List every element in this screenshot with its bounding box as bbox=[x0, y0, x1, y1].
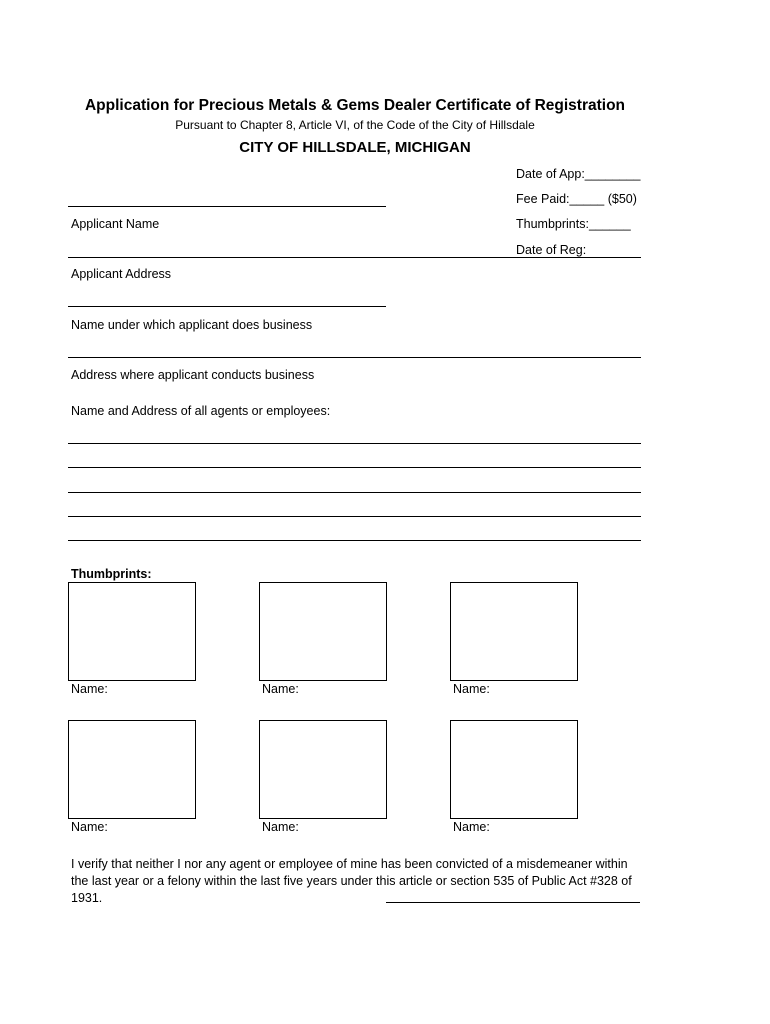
thumbprint-name-label-1: Name: bbox=[71, 682, 108, 696]
thumbprint-box-5[interactable] bbox=[259, 720, 387, 819]
thumbprint-box-3[interactable] bbox=[450, 582, 578, 681]
business-name-line[interactable] bbox=[68, 306, 386, 307]
business-address-label: Address where applicant conducts business bbox=[71, 368, 315, 382]
thumbprint-box-4[interactable] bbox=[68, 720, 196, 819]
applicant-address-line[interactable] bbox=[68, 257, 641, 258]
agents-line-4[interactable] bbox=[68, 516, 641, 517]
thumbprints-count-field[interactable]: Thumbprints:______ bbox=[516, 217, 631, 231]
agents-label: Name and Address of all agents or employees: bbox=[71, 404, 331, 418]
agents-line-2[interactable] bbox=[68, 467, 641, 468]
thumbprint-box-2[interactable] bbox=[259, 582, 387, 681]
signature-line[interactable] bbox=[386, 902, 640, 903]
applicant-name-line[interactable] bbox=[68, 206, 386, 207]
date-of-reg-field[interactable]: Date of Reg: bbox=[516, 243, 587, 257]
date-of-app-field[interactable]: Date of App:________ bbox=[516, 167, 641, 181]
thumbprint-name-label-5: Name: bbox=[262, 820, 299, 834]
thumbprint-box-1[interactable] bbox=[68, 582, 196, 681]
form-title: Application for Precious Metals & Gems Dealer Certificate of Registration bbox=[84, 97, 626, 114]
agents-line-3[interactable] bbox=[68, 492, 641, 493]
agents-line-1[interactable] bbox=[68, 443, 641, 444]
fee-paid-field[interactable]: Fee Paid:_____ ($50) bbox=[516, 192, 637, 206]
thumbprints-heading: Thumbprints: bbox=[71, 567, 152, 581]
agents-line-5[interactable] bbox=[68, 540, 641, 541]
form-subtitle: Pursuant to Chapter 8, Article VI, of the Code of the City of Hillsdale bbox=[175, 118, 535, 132]
thumbprint-name-label-4: Name: bbox=[71, 820, 108, 834]
applicant-address-label: Applicant Address bbox=[71, 267, 172, 281]
thumbprint-name-label-6: Name: bbox=[453, 820, 490, 834]
thumbprint-name-label-2: Name: bbox=[262, 682, 299, 696]
business-address-line[interactable] bbox=[68, 357, 641, 358]
applicant-name-label: Applicant Name bbox=[71, 217, 160, 231]
city-heading: CITY OF HILLSDALE, MICHIGAN bbox=[239, 139, 471, 156]
thumbprint-box-6[interactable] bbox=[450, 720, 578, 819]
thumbprint-name-label-3: Name: bbox=[453, 682, 490, 696]
business-name-label: Name under which applicant does business bbox=[71, 318, 313, 332]
verification-statement: I verify that neither I nor any agent or employee of mine has been convicted of a misdemeaner within the last year or a felony within the last five years under this article or section 535 of Public Act #328 of 1931. bbox=[71, 857, 632, 905]
